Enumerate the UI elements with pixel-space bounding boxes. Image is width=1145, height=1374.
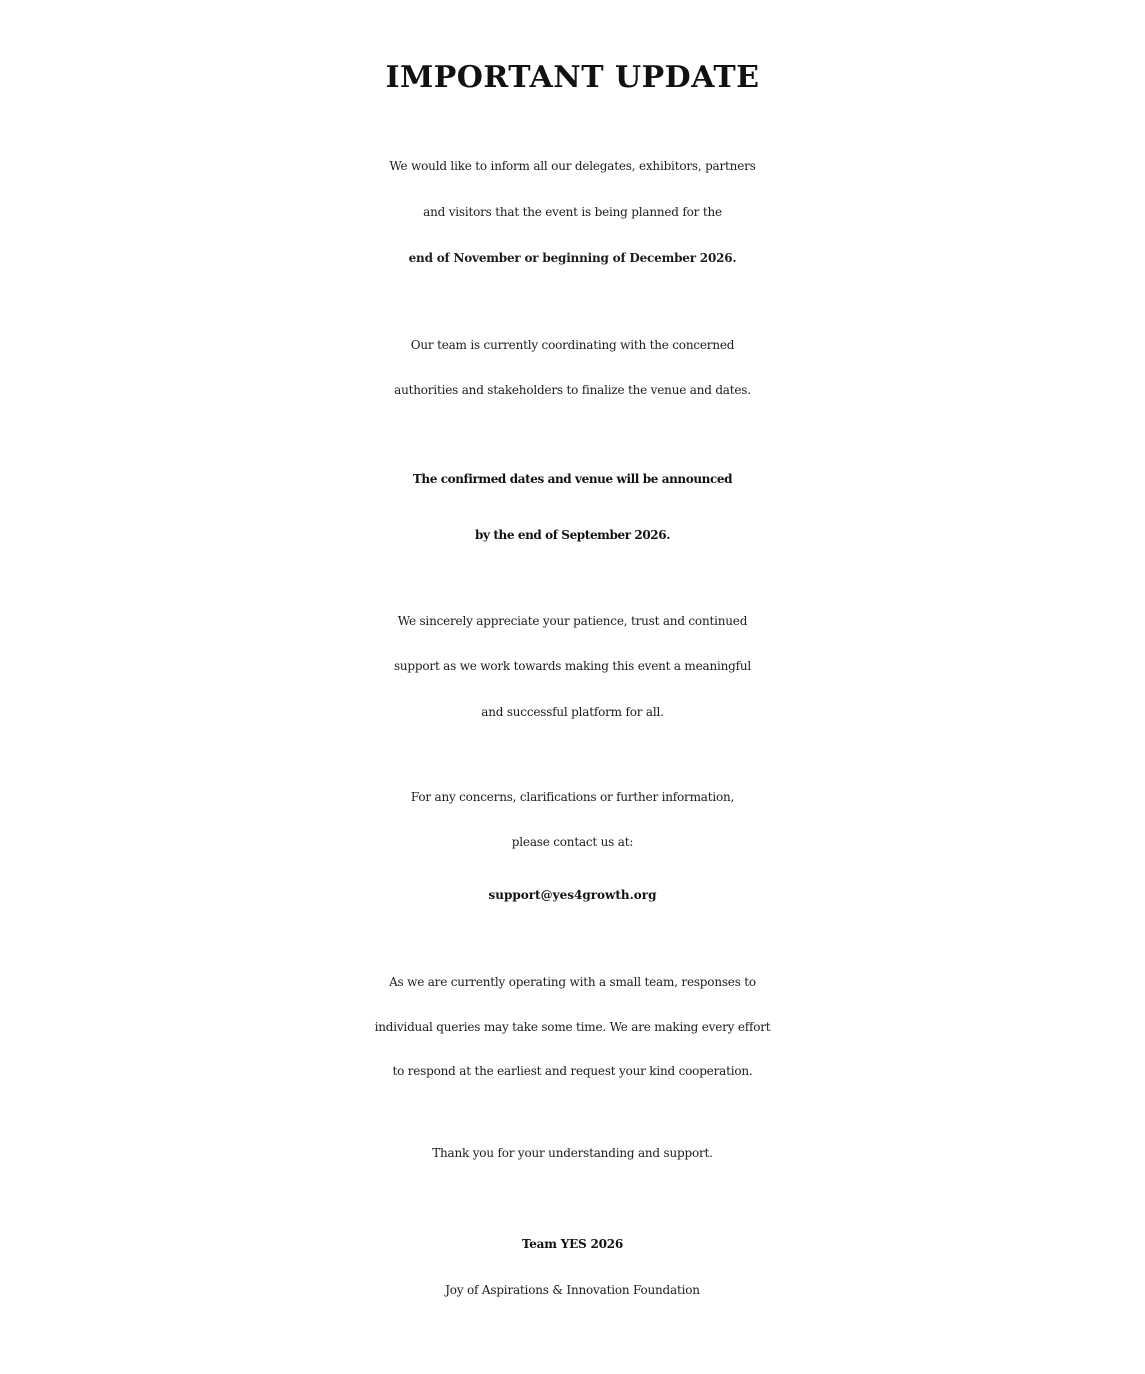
appreciation-line-2: support as we work towards making this event a meaningful	[393, 659, 752, 673]
intro-date-range: end of November or beginning of December 2026.	[408, 251, 737, 265]
intro-line-1: We would like to inform all our delegates, exhibitors, partners	[389, 159, 756, 173]
announcement-line-2: by the end of September 2026.	[475, 528, 670, 542]
contact-email-link[interactable]: support@yes4growth.org	[488, 888, 657, 902]
contact-line-2: please contact us at:	[511, 835, 634, 849]
appreciation-line-1: We sincerely appreciate your patience, trust and continued	[397, 614, 748, 628]
signature-team: Team YES 2026	[521, 1237, 624, 1251]
intro-line-2: and visitors that the event is being planned for the	[423, 205, 722, 219]
coordination-line-1: Our team is currently coordinating with the concerned	[410, 338, 735, 352]
response-note-line-2: individual queries may take some time. We are making every effort	[374, 1020, 771, 1034]
coordination-line-2: authorities and stakeholders to finalize the venue and dates.	[394, 383, 751, 397]
response-note-line-1: As we are currently operating with a small team, responses to	[389, 975, 756, 989]
thanks-line: Thank you for your understanding and support.	[432, 1146, 713, 1160]
appreciation-line-3: and successful platform for all.	[481, 705, 664, 719]
contact-line-1: For any concerns, clarifications or further information,	[410, 790, 735, 804]
announcement-line-1: The confirmed dates and venue will be announced	[412, 472, 733, 486]
signature-organization: Joy of Aspirations & Innovation Foundation	[445, 1283, 700, 1297]
response-note-line-3: to respond at the earliest and request your kind cooperation.	[392, 1064, 753, 1078]
page-title: IMPORTANT UPDATE	[385, 60, 760, 95]
